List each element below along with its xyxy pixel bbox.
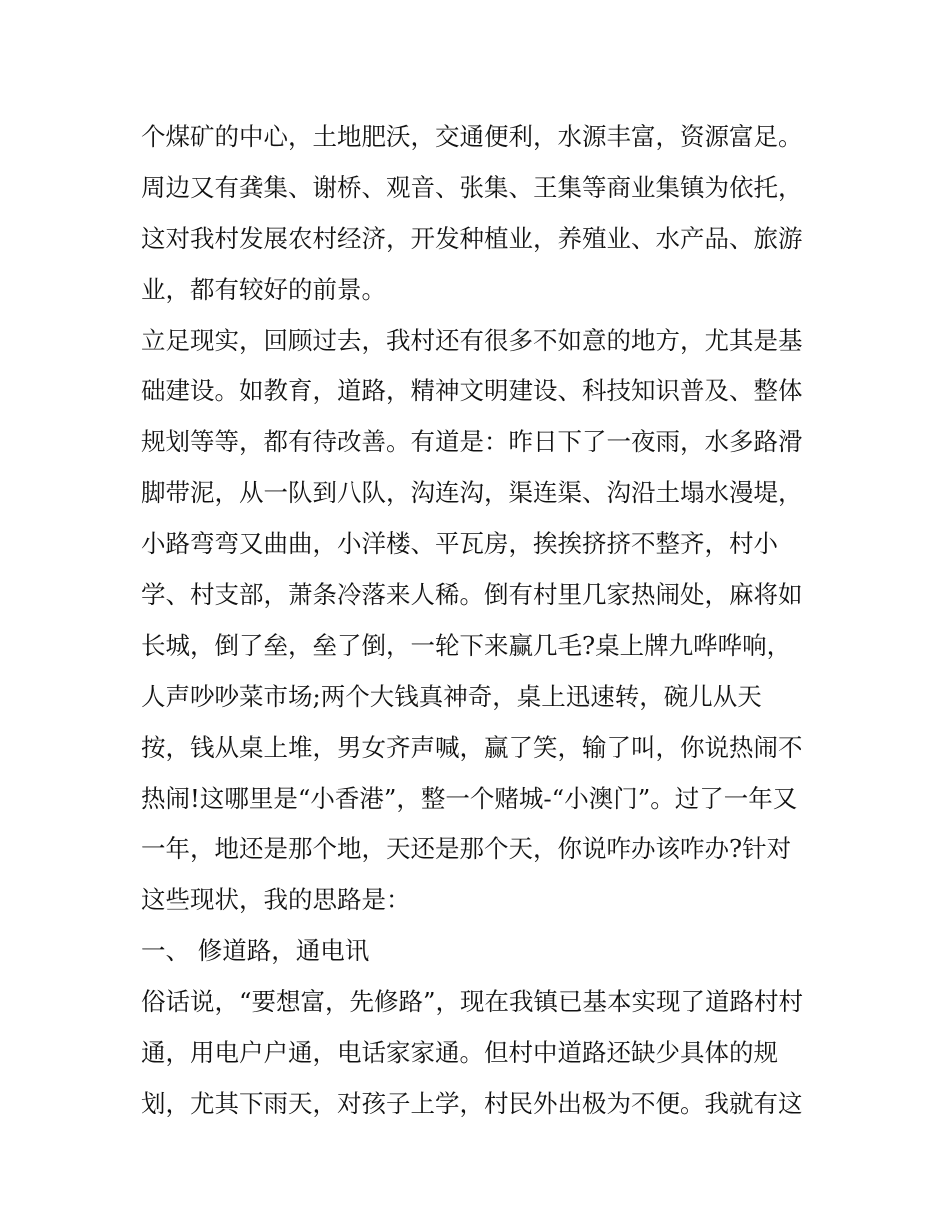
text-line: 这些现状，我的思路是： xyxy=(141,885,411,915)
text-line: 学、村支部，萧条冷落来人稀。倒有村里几家热闹处，麻将如 xyxy=(141,580,803,610)
text-line: 按，钱从桌上堆，男女齐声喊，赢了笑，输了叫，你说热闹不 xyxy=(141,732,803,762)
text-line: 周边又有龚集、谢桥、观音、张集、王集等商业集镇为依托， xyxy=(141,172,803,202)
text-line: 小路弯弯又曲曲，小洋楼、平瓦房，挨挨挤挤不整齐，村小 xyxy=(141,529,778,559)
text-line: 业，都有较好的前景。 xyxy=(141,274,386,304)
text-line: 个煤矿的中心，土地肥沃，交通便利，水源丰富，资源富足。 xyxy=(141,122,803,151)
text-line: 这对我村发展农村经济，开发种植业，养殖业、水产品、旅游 xyxy=(141,223,803,253)
text-line: 俗话说，“要想富，先修路”，现在我镇已基本实现了道路村村 xyxy=(141,987,804,1017)
section-heading: 一、 修道路，通电讯 xyxy=(141,936,370,966)
text-line: 通，用电户户通，电话家家通。但村中道路还缺少具体的规 xyxy=(141,1038,778,1068)
text-line: 础建设。如教育，道路，精神文明建设、科技知识普及、整体 xyxy=(141,376,803,406)
text-line: 人声吵吵菜市场;两个大钱真神奇，桌上迅速转，碗儿从天 xyxy=(141,681,762,711)
text-line: 热闹!这哪里是“小香港”，整一个赌城-“小澳门”。过了一年又 xyxy=(141,783,798,813)
text-line: 立足现实，回顾过去，我村还有很多不如意的地方，尤其是基 xyxy=(141,325,803,355)
text-line: 一年，地还是那个地，天还是那个天，你说咋办该咋办?针对 xyxy=(141,834,792,864)
text-line: 划，尤其下雨天，对孩子上学，村民外出极为不便。我就有这 xyxy=(141,1088,803,1118)
text-line: 长城，倒了垒，垒了倒，一轮下来赢几毛?桌上牌九哗哗响， xyxy=(141,630,792,660)
body-text xyxy=(141,112,821,1130)
text-line: 脚带泥，从一队到八队，沟连沟，渠连渠、沟沿土塌水漫堤， xyxy=(141,478,803,508)
text-line: 规划等等，都有待改善。有道是：昨日下了一夜雨，水多路滑 xyxy=(141,427,803,457)
